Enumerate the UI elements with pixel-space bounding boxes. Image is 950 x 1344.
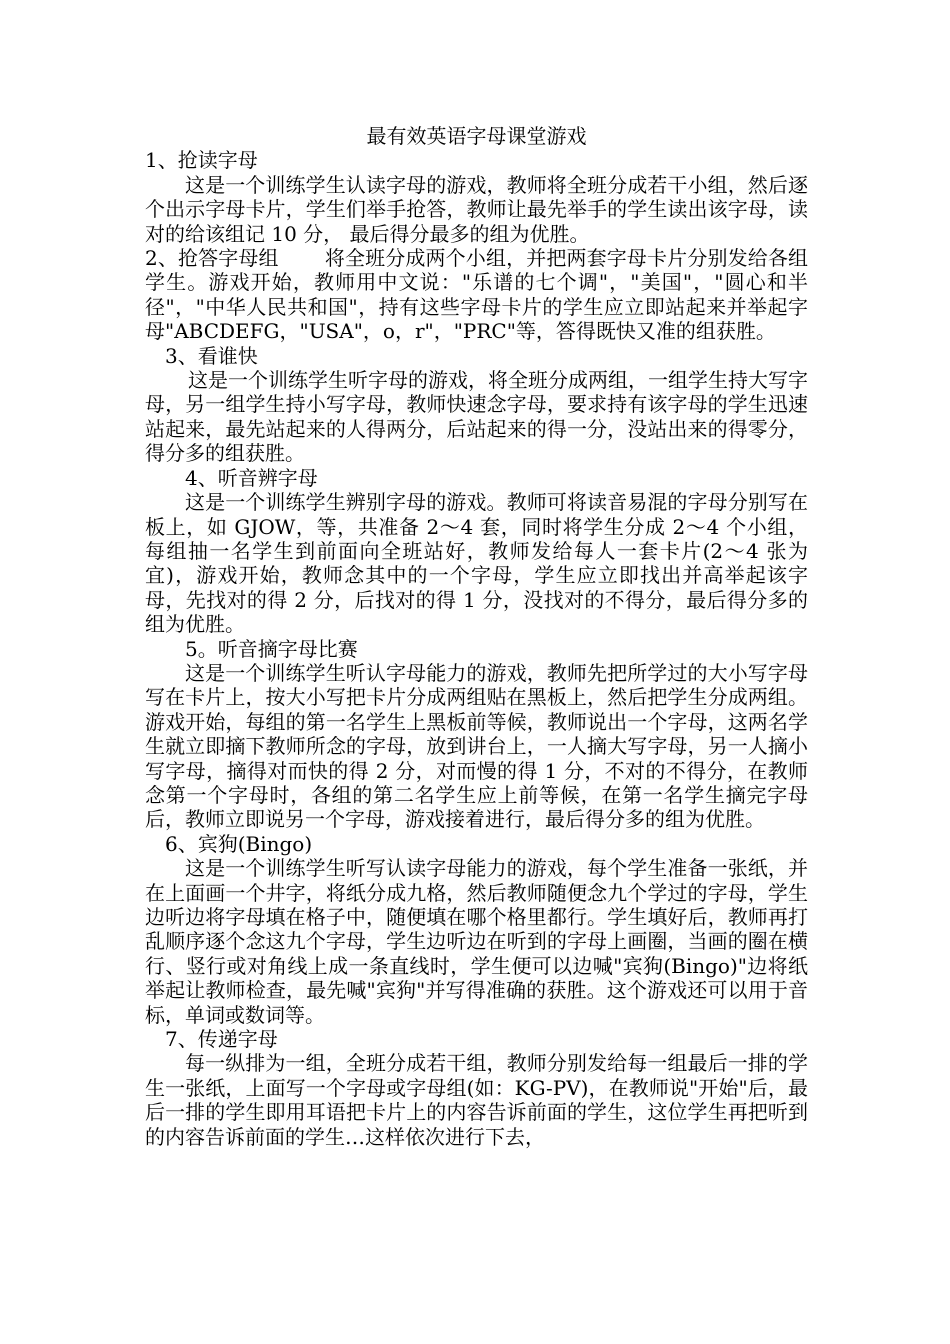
section-body: 将全班分成两个小组，并把两套字母卡片分别发给各组学生。游戏开始，教师用中文说："乐谱的七个调"，"美国"，"圆心和半径"，"中华人民共和国"，持有这些字母卡片的学生应立即站起来并举起字母"ABCDEFG，"USA"，o，r"，"PRC"等，答得既快又准的组获胜。: [145, 246, 809, 344]
section-paragraph: [145, 246, 808, 344]
document-title: 最有效英语字母课堂游戏: [366, 124, 587, 148]
section-body: 这是一个训练学生认读字母的游戏，教师将全班分成若干小组，然后逐个出示字母卡片，学生们举手抢答，教师让最先举手的学生读出该字母，读对的给该组记 10 分， 最后得分最多的组为优胜。: [145, 172, 808, 246]
section-heading: 5。听音摘字母比赛: [185, 636, 358, 661]
section-heading: 1、抢读字母: [145, 148, 258, 173]
section-heading: 2、抢答字母组: [145, 246, 279, 271]
section-heading: 7、传递字母: [165, 1027, 278, 1052]
section-body: 这是一个训练学生听写认读字母能力的游戏，每个学生准备一张纸，并在上面画一个井字，将纸分成九格，然后教师随便念九个学过的字母，学生边听边将字母填在格子中，随便填在哪个格里都行。学生填好后，教师再打乱顺序逐个念这九个字母，学生边听边在听到的字母上画圈，当画的圈在横行、竖行或对角线上成一条直线时，学生便可以边喊"宾狗(Bingo)"边将纸举起让教师检查，最先喊"宾狗"并写得准确的获胜。这个游戏还可以用于音标，单词或数词等。: [145, 856, 808, 1027]
section-body: 这是一个训练学生听认字母能力的游戏，教师先把所学过的大小写字母写在卡片上，按大小写把卡片分成两组贴在黑板上，然后把学生分成两组。游戏开始，每组的第一名学生上黑板前等候，教师说出一个字母，这两名学生就立即摘下教师所念的字母，放到讲台上，一人摘大写字母，另一人摘小写字母，摘得对而快的得 2 分，对而慢的得 1 分，不对的不得分，在教师念第一个字母时，各组的第二名学生应上前等候，在第一名学生摘完字母后，教师立即说另一个字母，游戏接着进行，最后得分多的组为优胜。: [145, 660, 808, 832]
section-body: 每一纵排为一组，全班分成若干组，教师分别发给每一组最后一排的学生一张纸，上面写一个字母或字母组(如：KG-PV)，在教师说"开始"后，最后一排的学生即用耳语把卡片上的内容告诉前面的学生，这位学生再把听到的内容告诉前面的学生…这样依次进行下去，: [145, 1051, 808, 1149]
section-heading: 6、宾狗(Bingo): [165, 831, 313, 856]
section-body: 这是一个训练学生听字母的游戏，将全班分成两组，一组学生持大写字母，另一组学生持小写字母，教师快速念字母，要求持有该字母的学生迅速站起来，最先站起来的人得两分，后站起来的得一分，没站出来的得零分，得分多的组获胜。: [145, 368, 808, 466]
section-heading: 3、看谁快: [165, 343, 258, 368]
section-body: 这是一个训练学生辨别字母的游戏。教师可将读音易混的字母分别写在板上，如 GJOW，等，共准备 2～4 套，同时将学生分成 2～4 个小组，每组抽一名学生到前面向全班站好，教师发给每人一套卡片(2～4 张为宜)，游戏开始，教师念其中的一个字母，学生应立即找出并高举起该字母，先找对的得 2 分，后找对的得 1 分，没找对的不得分，最后得分多的组为优胜。: [145, 490, 808, 637]
section-heading: 4、听音辨字母: [185, 465, 318, 490]
document-content: [145, 124, 808, 1149]
